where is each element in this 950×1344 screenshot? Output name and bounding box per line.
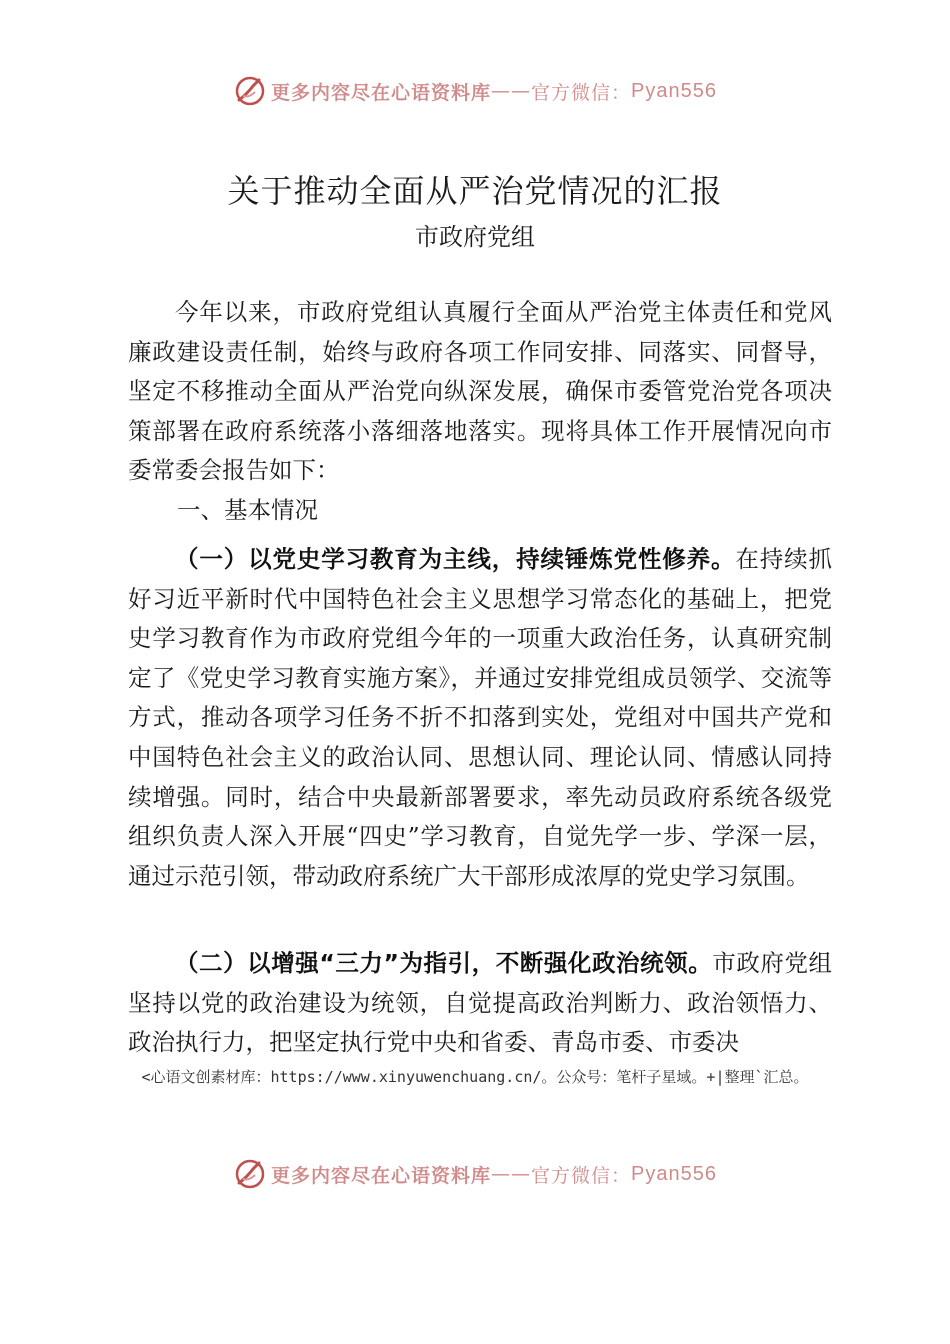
intro-paragraph: 今年以来，市政府党组认真履行全面从严治党主体责任和党风廉政建设责任制，始终与政府各项工作同安排、同落实、同督导，坚定不移推动全面从严治党向纵深发展，确保市委管党治党各项决策部署在政府系统落小落细落地落实。现将具体工作开展情况向市委常委会报告如下： (128, 298, 832, 485)
paragraph-2 (128, 944, 832, 1063)
paragraph-1 (128, 540, 832, 896)
banner-official: 官方微信： (531, 81, 632, 104)
banner-official: 官方微信： (531, 1164, 632, 1187)
document-subtitle: 市政府党组 (415, 223, 535, 251)
banner-wechat-id: Pyan556 (631, 79, 717, 102)
banner-separator: —— (491, 80, 532, 102)
brush-logo-icon (233, 74, 267, 108)
watermark-banner-top (0, 71, 950, 111)
paragraph-2-body: 市政府党组坚持以党的政治建设为统领，自觉提高政治判断力、政治领悟力、政治执行力，把坚定执行党中央和省委、青岛市委、市委决 (128, 949, 833, 1057)
document-title: 关于推动全面从严治党情况的汇报 (227, 172, 723, 210)
banner-brand: 更多内容尽在心语资料库 (271, 81, 492, 104)
source-footer-note: <心语文创素材库：https://www.xinyuwenchuang.cn/。公众号：笔杆子星域。+|整理`汇总。 (141, 1068, 809, 1086)
section-heading-1: 一、基本情况 (177, 496, 318, 524)
banner-separator: —— (491, 1163, 532, 1185)
brush-logo-icon (233, 1157, 267, 1191)
banner-wechat-id: Pyan556 (631, 1162, 717, 1185)
paragraph-2-lead: （二）以增强“三力”为指引，不断强化政治统领。 (175, 949, 713, 977)
paragraph-1-lead: （一）以党史学习教育为主线，持续锤炼党性修养。 (175, 545, 736, 573)
paragraph-1-body: 在持续抓好习近平新时代中国特色社会主义思想学习常态化的基础上，把党史学习教育作为市政府党组今年的一项重大政治任务，认真研究制定了《党史学习教育实施方案》，并通过安排党组成员领学、交流等方式，推动各项学习任务不折不扣落到实处，党组对中国共产党和中国特色社会主义的政治认同、思想认同、理论认同、情感认同持续增强。同时，结合中央最新部署要求，率先动员政府系统各级党组织负责人深入开展“四史”学习教育，自觉先学一步、学深一层，通过示范引领，带动政府系统广大干部形成浓厚的党史学习氛围。 (128, 545, 833, 890)
banner-brand: 更多内容尽在心语资料库 (271, 1164, 492, 1187)
watermark-banner-bottom (0, 1154, 950, 1194)
